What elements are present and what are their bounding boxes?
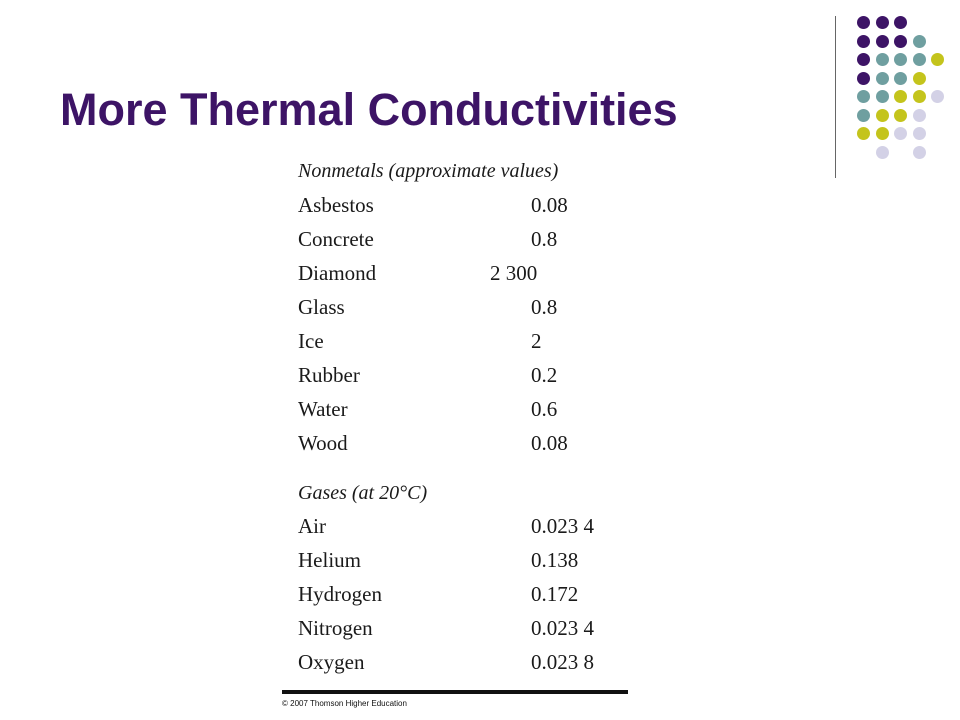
conductivity-value: 0.023 8 [531,650,594,674]
decorative-dot [913,109,926,122]
conductivity-value: 0.8 [531,227,558,251]
material-name: Hydrogen [298,582,382,606]
decorative-dot [876,146,889,159]
decorative-dot [857,35,870,48]
conductivity-value: 2 300 [490,261,538,285]
table-row [298,548,628,578]
table-row [298,363,628,393]
decorative-dot [913,146,926,159]
table-row [298,193,628,223]
conductivity-value: 0.172 [531,582,579,606]
table-row [298,582,628,612]
decorative-dot [857,72,870,85]
decorative-dot [894,35,907,48]
section-heading-gases: Gases (at 20°C) [298,482,428,504]
decorative-dot [913,127,926,140]
table-row [298,514,628,544]
decorative-dot [876,53,889,66]
decorative-dot [894,109,907,122]
decorative-dot-grid [845,8,955,158]
table-row [298,650,628,680]
decorative-dot [913,53,926,66]
table-row [298,616,628,646]
decorative-divider [835,16,836,178]
decorative-dot [931,90,944,103]
decorative-dot [876,109,889,122]
material-name: Air [298,514,326,538]
material-name: Oxygen [298,650,365,674]
material-name: Concrete [298,227,374,251]
decorative-dot [931,53,944,66]
conductivity-value: 0.2 [531,363,558,387]
decorative-dot [894,72,907,85]
decorative-dot [894,53,907,66]
copyright-notice: © 2007 Thomson Higher Education [282,699,407,708]
table-row [298,295,628,325]
decorative-dot [857,53,870,66]
decorative-dot [876,35,889,48]
table-row [298,227,628,257]
decorative-dot [913,90,926,103]
material-name: Asbestos [298,193,374,217]
table-bottom-rule [282,690,628,694]
material-name: Glass [298,295,345,319]
decorative-dot [876,72,889,85]
material-name: Rubber [298,363,360,387]
decorative-dot [894,16,907,29]
section-heading-nonmetals: Nonmetals (approximate values) [298,160,559,182]
conductivity-value: 0.138 [531,548,579,572]
decorative-dot [857,90,870,103]
decorative-dot [857,127,870,140]
decorative-dot [876,127,889,140]
conductivity-value: 0.08 [531,431,568,455]
material-name: Ice [298,329,324,353]
conductivity-value: 0.08 [531,193,568,217]
table-row [298,261,628,291]
decorative-dot [913,72,926,85]
conductivity-value: 0.023 4 [531,514,594,538]
decorative-dot [857,109,870,122]
material-name: Helium [298,548,361,572]
table-row [298,329,628,359]
decorative-dot [894,90,907,103]
conductivity-value: 0.6 [531,397,558,421]
material-name: Water [298,397,348,421]
conductivity-value: 2 [531,329,542,353]
material-name: Nitrogen [298,616,373,640]
decorative-dot [913,35,926,48]
table-row [298,431,628,461]
conductivity-value: 0.8 [531,295,558,319]
material-name: Diamond [298,261,377,285]
decorative-dot [857,16,870,29]
material-name: Wood [298,431,348,455]
table-row [298,397,628,427]
decorative-dot [894,127,907,140]
decorative-dot [876,90,889,103]
conductivity-value: 0.023 4 [531,616,594,640]
decorative-dot [876,16,889,29]
slide-title: More Thermal Conductivities [60,84,678,135]
